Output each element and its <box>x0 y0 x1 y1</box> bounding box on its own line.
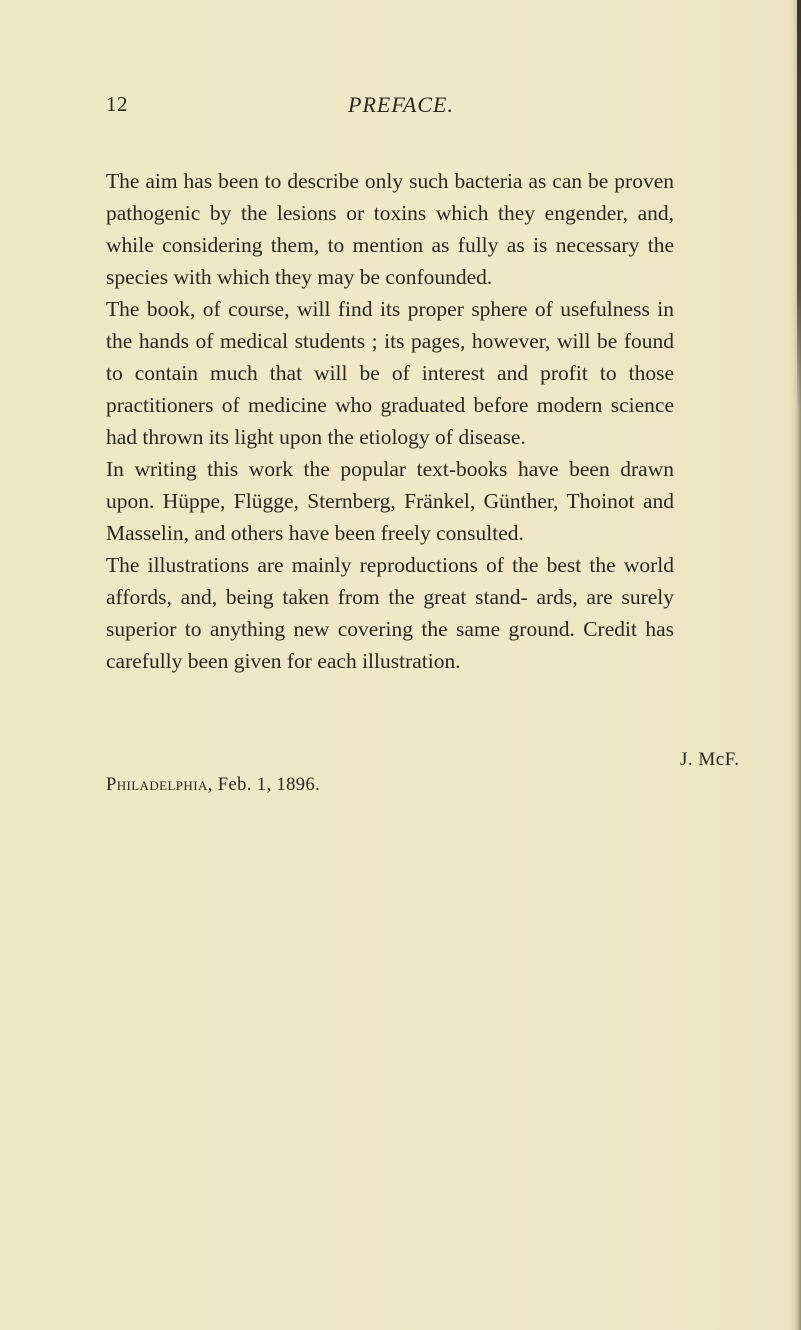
author-signature: J. McF. <box>680 749 740 770</box>
page-number: 12 <box>106 92 128 116</box>
dateline-place: Philadelphia <box>106 775 208 795</box>
dateline-date: , Feb. 1, 1896. <box>207 775 321 795</box>
dateline <box>106 775 320 796</box>
running-title: PREFACE. <box>348 92 454 117</box>
paragraph-usefulness: The book, of course, will find its proper sphere of usefulness in the hands of medical students ; its pages, however, will be found to contain much that will be of interest and profit to those practitioners of medicine who graduated before modern science had thrown its light upon the etiology of disease. <box>106 297 674 449</box>
paragraph-sources: In writing this work the popular text-books have been drawn upon. Hüppe, Flügge, Sternberg, Fränkel, Günther, Thoinot and Masselin, and others have been freely consulted. <box>106 457 674 545</box>
page-header <box>106 92 696 126</box>
preface-body <box>106 165 674 677</box>
paragraph-illustrations: The illustrations are mainly reproductions of the best the world affords, and, being taken from the great stand- ards, are surely superior to anything new covering the same ground. Credit has carefully been given for each illustration. <box>106 553 674 673</box>
paragraph-aim: The aim has been to describe only such bacteria as can be proven pathogenic by the lesions or toxins which they engender, and, while considering them, to mention as fully as is necessary the species with which they may be confounded. <box>106 169 674 289</box>
binding-edge <box>797 0 801 410</box>
